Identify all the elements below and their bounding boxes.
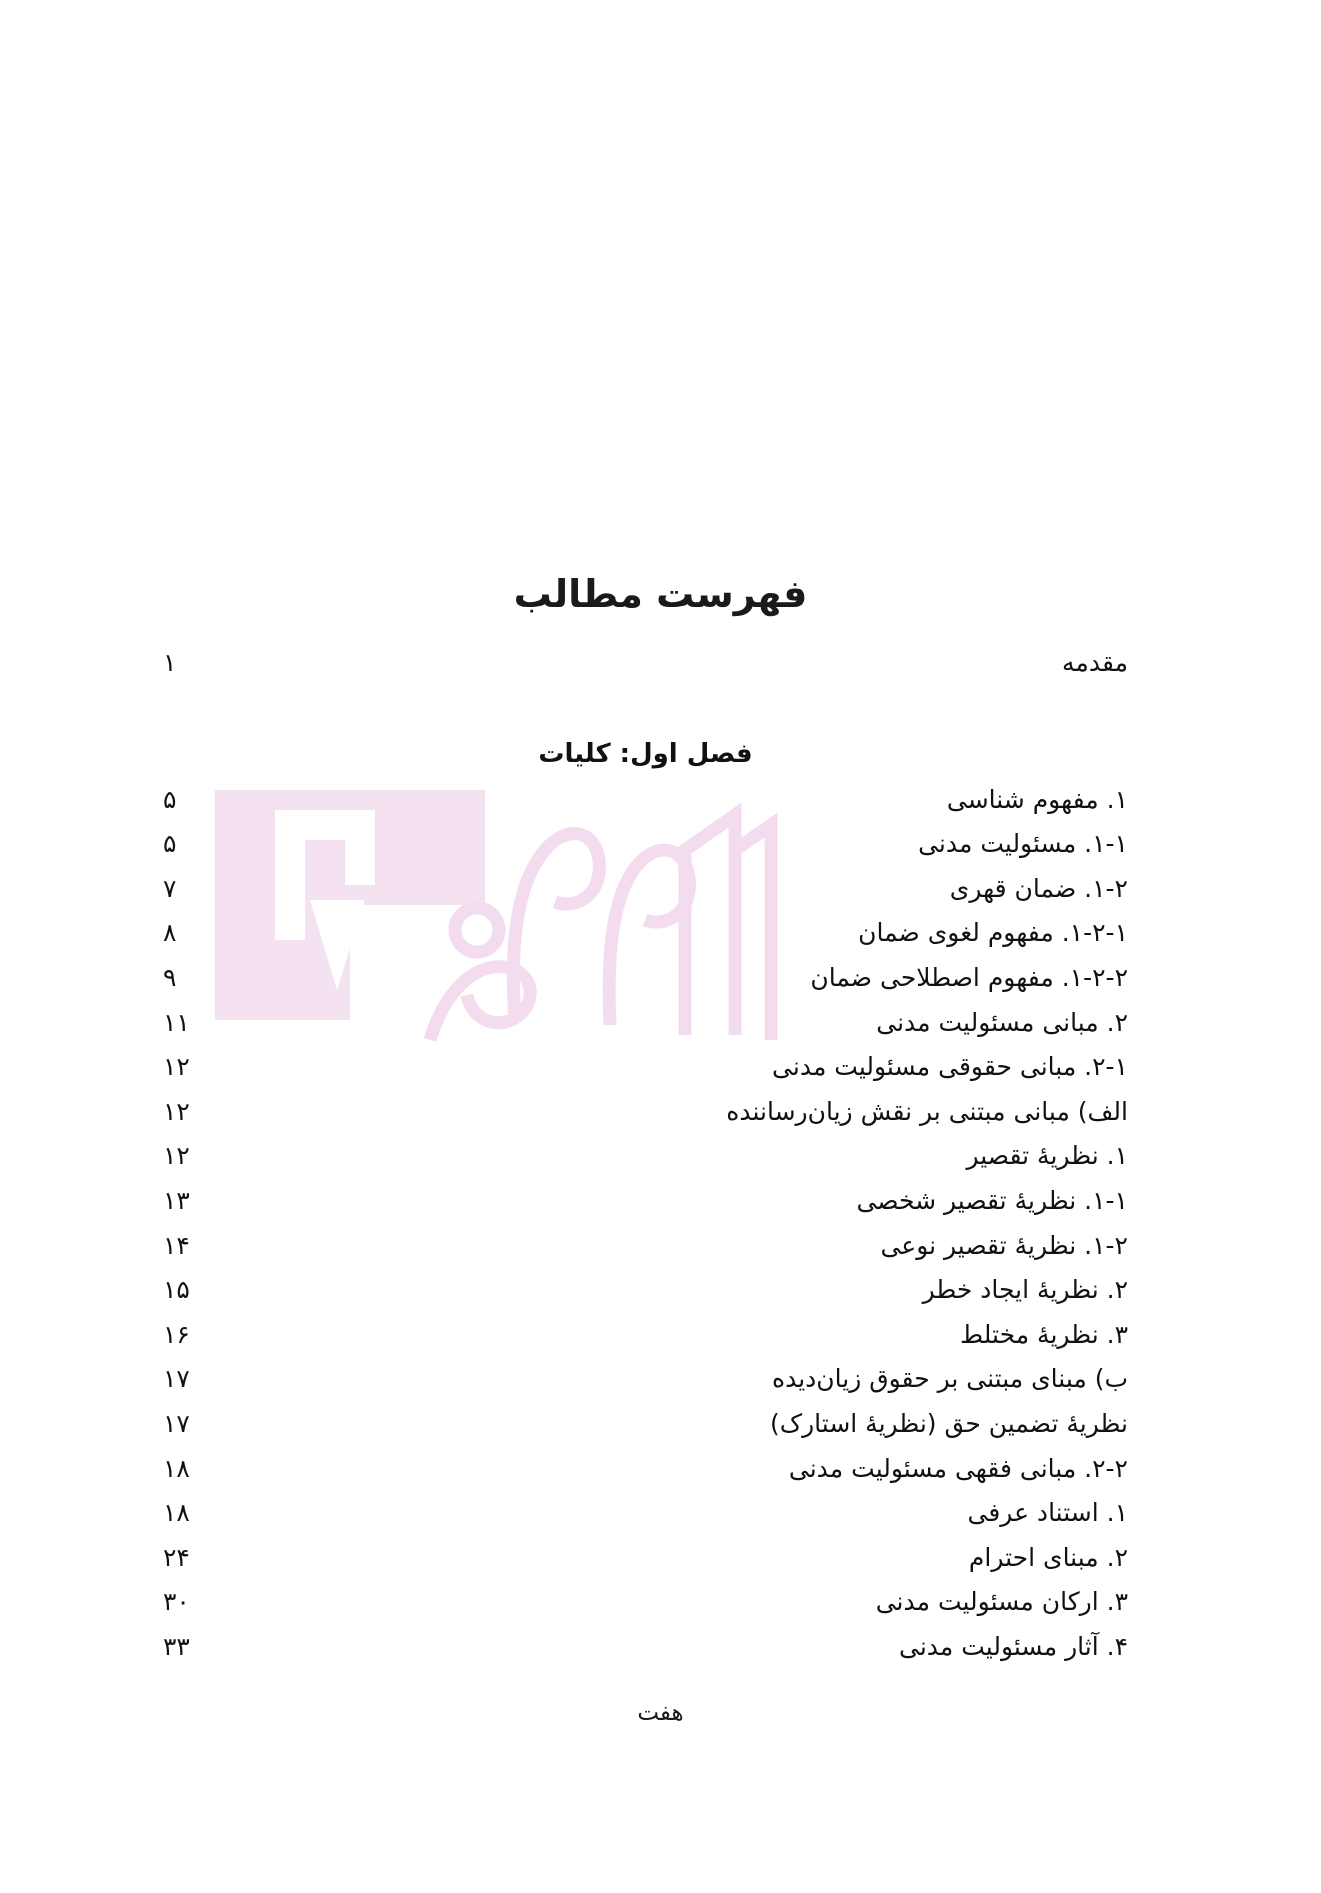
toc-entry-label: ۱-۱. مسئولیت مدنی: [918, 829, 1128, 859]
toc-entry[interactable]: [163, 1454, 1128, 1499]
toc-entry-label: ۱-۲-۱. مفهوم لغوی ضمان: [858, 918, 1128, 948]
toc-entry-page: ۵: [163, 784, 177, 814]
toc-entry-page: ۱۸: [163, 1453, 190, 1483]
toc-entry-page: ۱۲: [163, 1141, 190, 1171]
toc-entry-label: الف) مبانی مبتنی بر نقش زیان‌رساننده: [726, 1096, 1128, 1126]
toc-entry-page: ۸: [163, 918, 177, 948]
chapter-heading-label: فصل اول: کلیات: [538, 738, 753, 769]
toc-entry-page: ۱۵: [163, 1275, 190, 1305]
toc-entry-page: ۷: [163, 873, 177, 903]
toc-entry[interactable]: [163, 1632, 1128, 1677]
toc-entry-label: ۴. آثار مسئولیت مدنی: [899, 1631, 1128, 1661]
toc-entry-label: ۳. ارکان مسئولیت مدنی: [875, 1587, 1128, 1617]
toc-entry-page: ۹: [163, 962, 177, 992]
toc-entry-label: ۳. نظریهٔ مختلط: [960, 1319, 1128, 1349]
toc-entry[interactable]: [163, 1320, 1128, 1365]
toc-entry-page: ۵: [163, 829, 177, 859]
toc-chapter-heading-one: [163, 723, 1128, 785]
toc-entry[interactable]: [163, 1141, 1128, 1186]
toc-entry-page: ۱۱: [163, 1007, 190, 1037]
toc-entry[interactable]: [163, 1097, 1128, 1142]
toc-entry-label: ب) مبنای مبتنی بر حقوق زیان‌دیده: [771, 1364, 1128, 1394]
toc-entry[interactable]: [163, 963, 1128, 1008]
toc-entry[interactable]: [163, 874, 1128, 919]
toc-entry[interactable]: [163, 1587, 1128, 1632]
toc-entry-page: ۱۴: [163, 1230, 190, 1260]
toc-entry-label: ۲. مبنای احترام: [968, 1542, 1128, 1572]
toc-entry[interactable]: [163, 918, 1128, 963]
toc-entry-page: ۳۳: [163, 1631, 190, 1661]
toc-entry-page: ۱۸: [163, 1498, 190, 1528]
toc-entry[interactable]: [163, 1052, 1128, 1097]
page-title: فهرست مطالب: [513, 572, 808, 616]
toc-entry-label: ۱. استناد عرفی: [967, 1498, 1128, 1528]
toc-entry-host: [163, 785, 1128, 1677]
toc-entry-page: ۳۰: [163, 1587, 190, 1617]
toc-entry-label: ۱. نظریهٔ تقصیر: [966, 1141, 1128, 1171]
toc-entry-label: ۲. نظریهٔ ایجاد خطر: [922, 1275, 1128, 1305]
toc-entry-page: ۱: [163, 648, 177, 677]
toc-entry-label: ۲. مبانی مسئولیت مدنی: [876, 1007, 1128, 1037]
toc-entry-label: ۲-۲. مبانی فقهی مسئولیت مدنی: [788, 1453, 1128, 1483]
toc-entry-page: ۱۷: [163, 1408, 190, 1438]
toc-entry[interactable]: [163, 1364, 1128, 1409]
toc-entry-label: ۱-۲-۲. مفهوم اصطلاحی ضمان: [810, 962, 1128, 992]
toc-entry-label: نظریهٔ تضمین حق (نظریهٔ استارک): [769, 1408, 1128, 1438]
toc-entry-page: ۱۷: [163, 1364, 190, 1394]
toc-entry-page: ۲۴: [163, 1542, 190, 1572]
toc-entry-label: ۱-۲. ضمان قهری: [949, 873, 1128, 903]
toc-entry-label: ۱-۱. نظریهٔ تقصیر شخصی: [856, 1185, 1128, 1215]
toc-entry-page: ۱۲: [163, 1096, 190, 1126]
toc-entry-label: ۱. مفهوم شناسی: [946, 784, 1128, 814]
toc-entry[interactable]: [163, 829, 1128, 874]
toc-entry-label: ۲-۱. مبانی حقوقی مسئولیت مدنی: [772, 1052, 1128, 1082]
toc-entry[interactable]: [163, 785, 1128, 830]
toc-entry[interactable]: [163, 1275, 1128, 1320]
toc-entry[interactable]: [163, 1543, 1128, 1588]
toc-list: [163, 648, 1128, 1676]
page-footer: هفت: [637, 1700, 684, 1726]
toc-entry-page: ۱۳: [163, 1185, 190, 1215]
toc-entry-label: مقدمه: [1062, 648, 1128, 677]
toc-entry-preface[interactable]: [163, 648, 1128, 693]
toc-entry-page: ۱۲: [163, 1052, 190, 1082]
toc-entry[interactable]: [163, 1008, 1128, 1053]
toc-entry[interactable]: [163, 1186, 1128, 1231]
spacer: [163, 693, 1128, 723]
toc-entry-label: ۱-۲. نظریهٔ تقصیر نوعی: [880, 1230, 1128, 1260]
toc-entry[interactable]: [163, 1498, 1128, 1543]
toc-entry[interactable]: [163, 1231, 1128, 1276]
toc-entry-page: ۱۶: [163, 1319, 190, 1349]
toc-entry[interactable]: [163, 1409, 1128, 1454]
